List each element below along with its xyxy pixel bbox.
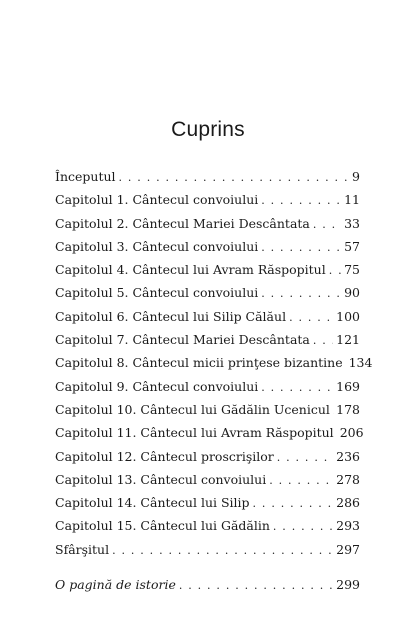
toc-entry-page: 9 xyxy=(352,169,360,184)
dot-leader xyxy=(277,446,333,469)
toc-entry-label: Capitolul 12. Cântecul proscrişilor xyxy=(55,448,274,464)
toc-entry-page: 11 xyxy=(344,192,360,208)
dot-leader xyxy=(273,515,333,538)
dot-leader xyxy=(112,539,333,562)
dot-leader xyxy=(313,213,341,236)
toc-entry-page: 57 xyxy=(344,238,360,254)
toc-entry-page: 90 xyxy=(344,285,360,301)
toc-entry-page: 297 xyxy=(336,541,360,557)
toc-entry xyxy=(55,445,360,468)
toc-entry xyxy=(55,165,360,188)
dot-leader xyxy=(253,492,334,515)
toc-entry xyxy=(55,398,360,421)
toc-entry-page: 121 xyxy=(336,332,360,348)
toc-entry xyxy=(55,514,360,537)
dot-leader xyxy=(179,574,333,597)
toc-entry xyxy=(55,375,360,398)
toc-entry-label: Capitolul 7. Cântecul Mariei Descântata xyxy=(55,332,310,348)
toc-entry-label: Capitolul 13. Cântecul convoiului xyxy=(55,471,267,487)
toc-entry-page: 100 xyxy=(336,308,360,324)
toc-entry-label: O pagină de istorie xyxy=(55,577,176,593)
toc-entry xyxy=(55,305,360,328)
toc-entry-page: 299 xyxy=(336,577,360,593)
toc-entry xyxy=(55,212,360,235)
toc-entry-page: 286 xyxy=(336,495,360,511)
dot-leader xyxy=(261,376,333,399)
dot-leader xyxy=(119,166,350,189)
toc-appendix-entry xyxy=(55,573,360,596)
toc-entry-label: Capitolul 9. Cântecul convoiului xyxy=(55,378,259,394)
toc-entry-label: Capitolul 5. Cântecul convoiului xyxy=(55,285,259,301)
toc-entry-page: 293 xyxy=(336,518,360,534)
table-of-contents xyxy=(55,165,373,596)
toc-entry xyxy=(55,491,360,514)
toc-entry-page: 278 xyxy=(336,471,360,487)
toc-entry-label: Sfârşitul xyxy=(55,541,110,557)
toc-entry-label: Capitolul 8. Cântecul micii prinţese bizantine xyxy=(55,355,343,371)
dot-leader xyxy=(261,282,341,305)
toc-entry-page: 75 xyxy=(344,262,360,278)
toc-entry-label: Capitolul 6. Cântecul lui Silip Călăul xyxy=(55,308,287,324)
toc-entry xyxy=(55,328,360,351)
toc-entry-page: 169 xyxy=(336,378,360,394)
toc-entry-label: Capitolul 10. Cântecul lui Gădălin Ucenicul xyxy=(55,401,330,417)
toc-entry-label: Capitolul 1. Cântecul convoiului xyxy=(55,192,259,208)
toc-entry-page: 178 xyxy=(336,401,360,417)
toc-entry xyxy=(55,281,360,304)
dot-leader xyxy=(289,306,333,329)
toc-entry-label: Începutul xyxy=(55,169,116,184)
toc-entry xyxy=(55,351,373,374)
toc-entry-label: Capitolul 2. Cântecul Mariei Descântata xyxy=(55,215,310,231)
toc-entry-label: Capitolul 4. Cântecul lui Avram Răspopitul xyxy=(55,262,326,278)
dot-leader xyxy=(313,329,333,352)
toc-entry-page: 134 xyxy=(348,355,373,371)
toc-entry xyxy=(55,538,360,561)
toc-entry xyxy=(55,235,360,258)
toc-entry-label: Capitolul 15. Cântecul lui Gădălin xyxy=(55,518,270,534)
toc-entry xyxy=(55,188,360,211)
dot-leader xyxy=(261,236,341,259)
toc-entry-page: 206 xyxy=(339,425,364,441)
page-title: Cuprins xyxy=(171,118,245,141)
dot-leader xyxy=(261,189,341,212)
toc-entry-page: 33 xyxy=(344,215,360,231)
toc-entry-label: Capitolul 3. Cântecul convoiului xyxy=(55,238,259,254)
toc-entry-label: Capitolul 11. Cântecul lui Avram Răspopitul xyxy=(55,425,334,441)
toc-entry-label: Capitolul 14. Cântecul lui Silip xyxy=(55,495,250,511)
toc-entry-page: 236 xyxy=(336,448,360,464)
dot-leader xyxy=(269,469,333,492)
toc-entry xyxy=(55,421,364,444)
dot-leader xyxy=(329,259,341,282)
toc-entry xyxy=(55,468,360,491)
toc-entry xyxy=(55,258,360,281)
